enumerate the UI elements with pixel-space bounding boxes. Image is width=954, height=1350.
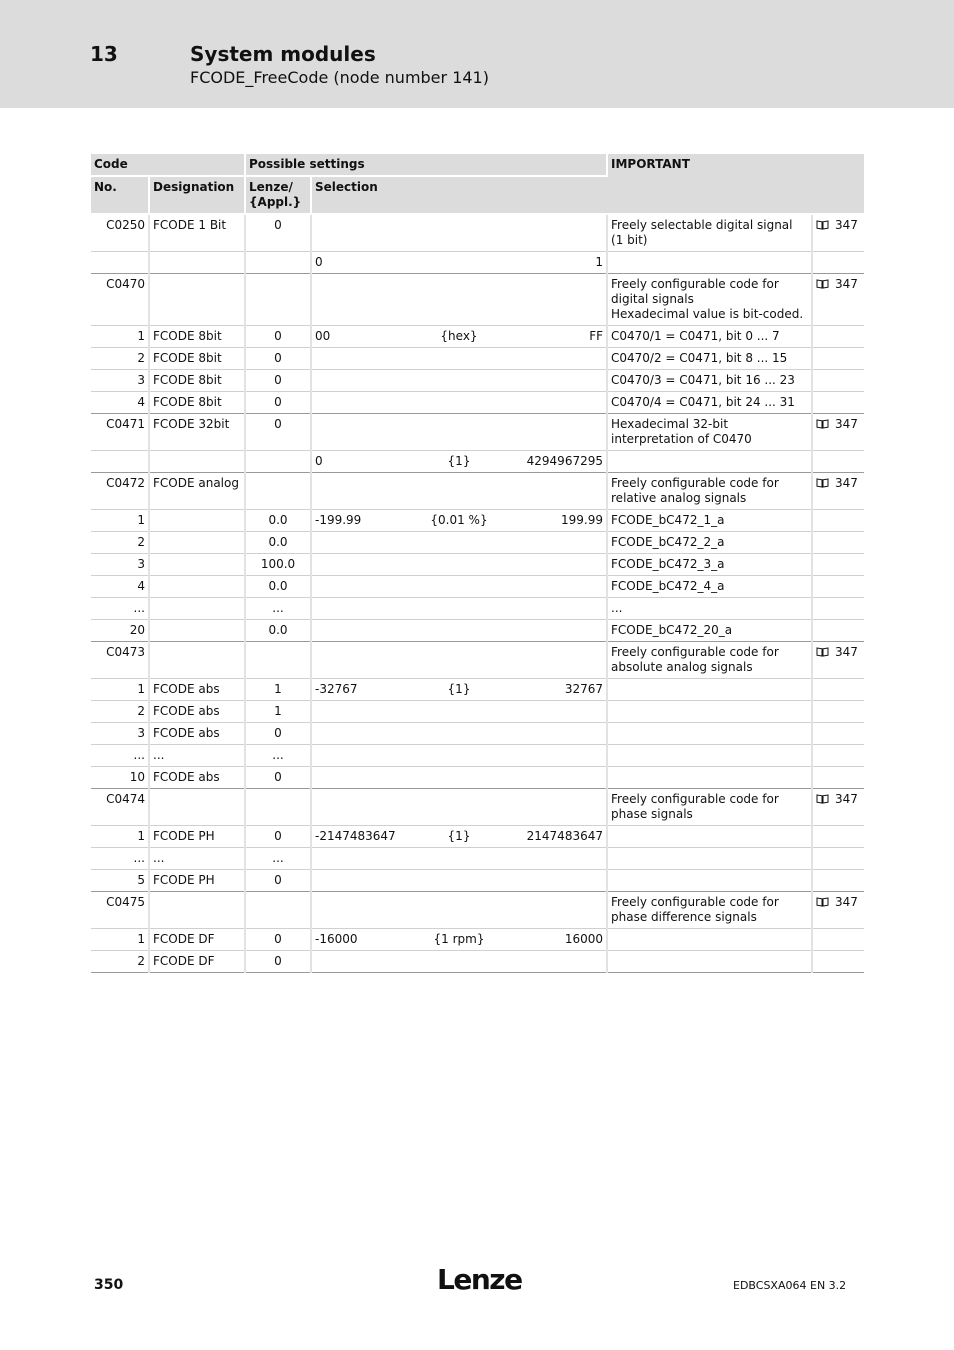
cell-selection bbox=[311, 532, 607, 554]
cell-selection bbox=[311, 392, 607, 414]
page-reference[interactable]: 347 bbox=[835, 218, 858, 232]
cell-reference bbox=[812, 473, 864, 510]
cell-reference bbox=[812, 951, 864, 973]
book-icon bbox=[816, 220, 829, 230]
table-row bbox=[91, 510, 864, 532]
cell-important bbox=[607, 701, 812, 723]
cell-selection bbox=[311, 370, 607, 392]
cell-important: FCODE_bC472_20_a bbox=[607, 620, 812, 642]
cell-no: 2 bbox=[91, 951, 149, 973]
cell-lenze: 0 bbox=[245, 392, 311, 414]
cell-lenze: 0 bbox=[245, 826, 311, 848]
cell-lenze: 0 bbox=[245, 951, 311, 973]
table-row bbox=[91, 826, 864, 848]
cell-important: Freely configurable code for phase difference signals bbox=[607, 892, 812, 929]
cell-no: C0473 bbox=[91, 642, 149, 679]
cell-lenze bbox=[245, 274, 311, 326]
cell-designation bbox=[149, 532, 245, 554]
cell-reference bbox=[812, 789, 864, 826]
cell-important: Freely configurable code for digital signals Hexadecimal value is bit-coded. bbox=[607, 274, 812, 326]
table-row bbox=[91, 414, 864, 451]
cell-reference bbox=[812, 892, 864, 929]
cell-designation: FCODE 8bit bbox=[149, 348, 245, 370]
cell-no: C0472 bbox=[91, 473, 149, 510]
cell-important bbox=[607, 848, 812, 870]
cell-important bbox=[607, 826, 812, 848]
cell-lenze: 0 bbox=[245, 723, 311, 745]
cell-no: C0470 bbox=[91, 274, 149, 326]
cell-reference bbox=[812, 326, 864, 348]
cell-lenze: 0.0 bbox=[245, 576, 311, 598]
selection-unit: {0.01 %} bbox=[430, 513, 488, 527]
book-icon bbox=[816, 897, 829, 907]
cell-selection bbox=[311, 870, 607, 892]
cell-selection bbox=[311, 848, 607, 870]
cell-reference bbox=[812, 451, 864, 473]
cell-designation bbox=[149, 274, 245, 326]
cell-no: 1 bbox=[91, 826, 149, 848]
cell-important: FCODE_bC472_3_a bbox=[607, 554, 812, 576]
cell-designation bbox=[149, 642, 245, 679]
table-row bbox=[91, 951, 864, 973]
table-row bbox=[91, 679, 864, 701]
cell-selection bbox=[311, 789, 607, 826]
cell-no: 3 bbox=[91, 723, 149, 745]
header-possible-settings: Possible settings bbox=[245, 154, 607, 176]
selection-max: 4294967295 bbox=[526, 454, 603, 468]
selection-max: 199.99 bbox=[561, 513, 603, 527]
selection-max: 16000 bbox=[564, 932, 603, 946]
cell-important bbox=[607, 679, 812, 701]
document-id: EDBCSXA064 EN 3.2 bbox=[733, 1279, 847, 1292]
cell-reference bbox=[812, 870, 864, 892]
cell-designation bbox=[149, 554, 245, 576]
table-row bbox=[91, 929, 864, 951]
cell-selection bbox=[311, 451, 607, 473]
table-row bbox=[91, 892, 864, 929]
code-table bbox=[91, 154, 864, 973]
header-lenze-appl: Lenze/ {Appl.} bbox=[245, 176, 311, 214]
cell-important: C0470/1 = C0471, bit 0 ... 7 bbox=[607, 326, 812, 348]
cell-reference bbox=[812, 848, 864, 870]
cell-lenze: 0 bbox=[245, 414, 311, 451]
cell-designation bbox=[149, 510, 245, 532]
cell-important bbox=[607, 723, 812, 745]
selection-unit: {1} bbox=[447, 829, 471, 843]
table-row bbox=[91, 870, 864, 892]
cell-designation bbox=[149, 620, 245, 642]
cell-lenze: 0.0 bbox=[245, 510, 311, 532]
cell-reference bbox=[812, 576, 864, 598]
cell-lenze: 1 bbox=[245, 701, 311, 723]
cell-designation: FCODE abs bbox=[149, 679, 245, 701]
cell-reference bbox=[812, 826, 864, 848]
cell-no: ... bbox=[91, 745, 149, 767]
cell-lenze bbox=[245, 451, 311, 473]
header-no: No. bbox=[91, 176, 149, 214]
table-row bbox=[91, 554, 864, 576]
table-row bbox=[91, 392, 864, 414]
cell-selection bbox=[311, 252, 607, 274]
table-row bbox=[91, 214, 864, 252]
header-important: IMPORTANT bbox=[607, 154, 864, 214]
cell-selection bbox=[311, 326, 607, 348]
table-row bbox=[91, 767, 864, 789]
cell-designation: FCODE abs bbox=[149, 723, 245, 745]
selection-unit: {1 rpm} bbox=[433, 932, 485, 946]
cell-no: 4 bbox=[91, 392, 149, 414]
cell-no: C0474 bbox=[91, 789, 149, 826]
cell-reference bbox=[812, 767, 864, 789]
page-reference[interactable]: 347 bbox=[835, 476, 858, 490]
cell-important: Freely configurable code for relative analog signals bbox=[607, 473, 812, 510]
cell-reference bbox=[812, 929, 864, 951]
selection-min: 0 bbox=[315, 454, 323, 468]
cell-designation: FCODE analog bbox=[149, 473, 245, 510]
cell-reference bbox=[812, 701, 864, 723]
header-band bbox=[0, 0, 954, 108]
page-number: 350 bbox=[94, 1277, 124, 1293]
cell-reference bbox=[812, 620, 864, 642]
cell-lenze bbox=[245, 892, 311, 929]
table-row bbox=[91, 789, 864, 826]
cell-reference bbox=[812, 532, 864, 554]
page-reference[interactable]: 347 bbox=[835, 417, 858, 431]
page-reference[interactable]: 347 bbox=[835, 277, 858, 291]
table-row bbox=[91, 598, 864, 620]
cell-no: 10 bbox=[91, 767, 149, 789]
cell-designation: FCODE PH bbox=[149, 870, 245, 892]
cell-selection bbox=[311, 701, 607, 723]
cell-lenze: 1 bbox=[245, 679, 311, 701]
table-row bbox=[91, 620, 864, 642]
chapter-title: System modules bbox=[190, 42, 376, 66]
cell-selection bbox=[311, 510, 607, 532]
cell-lenze: 0 bbox=[245, 214, 311, 252]
cell-designation: FCODE 1 Bit bbox=[149, 214, 245, 252]
cell-important bbox=[607, 451, 812, 473]
cell-important: Freely configurable code for phase signals bbox=[607, 789, 812, 826]
cell-no: C0471 bbox=[91, 414, 149, 451]
cell-designation bbox=[149, 789, 245, 826]
selection-max: 32767 bbox=[564, 682, 603, 696]
table-row bbox=[91, 745, 864, 767]
cell-important bbox=[607, 929, 812, 951]
chapter-number: 13 bbox=[90, 42, 118, 66]
cell-selection bbox=[311, 576, 607, 598]
cell-no: 1 bbox=[91, 679, 149, 701]
cell-important: C0470/3 = C0471, bit 16 ... 23 bbox=[607, 370, 812, 392]
cell-reference bbox=[812, 370, 864, 392]
cell-no: C0475 bbox=[91, 892, 149, 929]
book-icon bbox=[816, 794, 829, 804]
cell-lenze: 0.0 bbox=[245, 620, 311, 642]
cell-lenze bbox=[245, 789, 311, 826]
selection-min: -2147483647 bbox=[315, 829, 396, 843]
table-row bbox=[91, 451, 864, 473]
table-row bbox=[91, 642, 864, 679]
cell-lenze: 0 bbox=[245, 326, 311, 348]
cell-no: 2 bbox=[91, 532, 149, 554]
table-row bbox=[91, 348, 864, 370]
cell-designation: FCODE 32bit bbox=[149, 414, 245, 451]
selection-max: 2147483647 bbox=[526, 829, 603, 843]
cell-designation bbox=[149, 252, 245, 274]
cell-lenze: 0 bbox=[245, 767, 311, 789]
cell-no: 5 bbox=[91, 870, 149, 892]
cell-reference bbox=[812, 554, 864, 576]
cell-no: 2 bbox=[91, 701, 149, 723]
cell-no: 20 bbox=[91, 620, 149, 642]
cell-no bbox=[91, 451, 149, 473]
cell-designation: ... bbox=[149, 848, 245, 870]
cell-important bbox=[607, 951, 812, 973]
cell-reference bbox=[812, 274, 864, 326]
book-icon bbox=[816, 647, 829, 657]
header-selection: Selection bbox=[311, 176, 607, 214]
cell-reference bbox=[812, 214, 864, 252]
cell-reference bbox=[812, 348, 864, 370]
table-row bbox=[91, 576, 864, 598]
cell-no: 1 bbox=[91, 929, 149, 951]
cell-no: ... bbox=[91, 848, 149, 870]
cell-important: C0470/2 = C0471, bit 8 ... 15 bbox=[607, 348, 812, 370]
cell-selection bbox=[311, 274, 607, 326]
cell-reference bbox=[812, 598, 864, 620]
cell-important: Freely configurable code for absolute analog signals bbox=[607, 642, 812, 679]
cell-selection bbox=[311, 767, 607, 789]
selection-max: 1 bbox=[595, 255, 603, 269]
selection-max: FF bbox=[589, 329, 603, 343]
cell-reference bbox=[812, 723, 864, 745]
cell-selection bbox=[311, 951, 607, 973]
cell-selection bbox=[311, 642, 607, 679]
cell-lenze: 0.0 bbox=[245, 532, 311, 554]
cell-selection bbox=[311, 723, 607, 745]
selection-min: 0 bbox=[315, 255, 323, 269]
cell-lenze: ... bbox=[245, 848, 311, 870]
cell-important: C0470/4 = C0471, bit 24 ... 31 bbox=[607, 392, 812, 414]
cell-no: 2 bbox=[91, 348, 149, 370]
cell-lenze: ... bbox=[245, 598, 311, 620]
cell-no bbox=[91, 252, 149, 274]
cell-selection bbox=[311, 929, 607, 951]
lenze-logo: Lenze bbox=[437, 1263, 522, 1296]
cell-designation: FCODE 8bit bbox=[149, 370, 245, 392]
cell-selection bbox=[311, 214, 607, 252]
cell-important: Freely selectable digital signal (1 bit) bbox=[607, 214, 812, 252]
cell-selection bbox=[311, 473, 607, 510]
cell-important bbox=[607, 870, 812, 892]
cell-reference bbox=[812, 642, 864, 679]
book-icon bbox=[816, 419, 829, 429]
table-row bbox=[91, 848, 864, 870]
cell-designation: ... bbox=[149, 745, 245, 767]
cell-lenze: 100.0 bbox=[245, 554, 311, 576]
cell-important: ... bbox=[607, 598, 812, 620]
cell-selection bbox=[311, 826, 607, 848]
table-row bbox=[91, 473, 864, 510]
cell-important: Hexadecimal 32-bit interpretation of C0470 bbox=[607, 414, 812, 451]
table-row bbox=[91, 532, 864, 554]
cell-lenze: ... bbox=[245, 745, 311, 767]
cell-designation bbox=[149, 598, 245, 620]
selection-min: -199.99 bbox=[315, 513, 362, 527]
cell-selection bbox=[311, 598, 607, 620]
cell-reference bbox=[812, 510, 864, 532]
cell-selection bbox=[311, 414, 607, 451]
cell-reference bbox=[812, 392, 864, 414]
cell-designation: FCODE DF bbox=[149, 951, 245, 973]
cell-designation: FCODE 8bit bbox=[149, 392, 245, 414]
table-row bbox=[91, 701, 864, 723]
table-row bbox=[91, 326, 864, 348]
page-reference[interactable]: 347 bbox=[835, 792, 858, 806]
cell-no: 1 bbox=[91, 326, 149, 348]
cell-lenze: 0 bbox=[245, 870, 311, 892]
table-body bbox=[91, 214, 864, 973]
page-reference[interactable]: 347 bbox=[835, 895, 858, 909]
cell-lenze: 0 bbox=[245, 370, 311, 392]
page-reference[interactable]: 347 bbox=[835, 645, 858, 659]
cell-reference bbox=[812, 679, 864, 701]
selection-unit: {1} bbox=[447, 454, 471, 468]
table-row bbox=[91, 723, 864, 745]
cell-important bbox=[607, 252, 812, 274]
book-icon bbox=[816, 478, 829, 488]
chapter-subtitle: FCODE_FreeCode (node number 141) bbox=[190, 68, 489, 87]
cell-designation: FCODE PH bbox=[149, 826, 245, 848]
cell-reference bbox=[812, 414, 864, 451]
table-row bbox=[91, 252, 864, 274]
cell-important bbox=[607, 767, 812, 789]
cell-lenze bbox=[245, 642, 311, 679]
cell-selection bbox=[311, 679, 607, 701]
cell-reference bbox=[812, 252, 864, 274]
cell-designation bbox=[149, 576, 245, 598]
cell-lenze bbox=[245, 473, 311, 510]
cell-no: 1 bbox=[91, 510, 149, 532]
cell-selection bbox=[311, 620, 607, 642]
cell-selection bbox=[311, 348, 607, 370]
selection-min: 00 bbox=[315, 329, 331, 343]
cell-selection bbox=[311, 745, 607, 767]
cell-designation: FCODE abs bbox=[149, 767, 245, 789]
cell-no: 3 bbox=[91, 370, 149, 392]
header-code: Code bbox=[91, 154, 245, 176]
cell-lenze bbox=[245, 252, 311, 274]
cell-important: FCODE_bC472_2_a bbox=[607, 532, 812, 554]
book-icon bbox=[816, 279, 829, 289]
cell-no: 4 bbox=[91, 576, 149, 598]
cell-designation bbox=[149, 892, 245, 929]
selection-min: -32767 bbox=[315, 682, 358, 696]
cell-no: C0250 bbox=[91, 214, 149, 252]
cell-designation: FCODE abs bbox=[149, 701, 245, 723]
cell-no: ... bbox=[91, 598, 149, 620]
selection-unit: {1} bbox=[447, 682, 471, 696]
cell-selection bbox=[311, 892, 607, 929]
cell-important: FCODE_bC472_4_a bbox=[607, 576, 812, 598]
cell-no: 3 bbox=[91, 554, 149, 576]
cell-designation: FCODE 8bit bbox=[149, 326, 245, 348]
cell-selection bbox=[311, 554, 607, 576]
cell-designation bbox=[149, 451, 245, 473]
selection-min: -16000 bbox=[315, 932, 358, 946]
selection-unit bbox=[411, 255, 507, 270]
cell-designation: FCODE DF bbox=[149, 929, 245, 951]
cell-important: FCODE_bC472_1_a bbox=[607, 510, 812, 532]
selection-unit: {hex} bbox=[440, 329, 478, 343]
header-designation: Designation bbox=[149, 176, 245, 214]
cell-important bbox=[607, 745, 812, 767]
table-row bbox=[91, 370, 864, 392]
table-row bbox=[91, 274, 864, 326]
cell-lenze: 0 bbox=[245, 929, 311, 951]
cell-reference bbox=[812, 745, 864, 767]
cell-lenze: 0 bbox=[245, 348, 311, 370]
